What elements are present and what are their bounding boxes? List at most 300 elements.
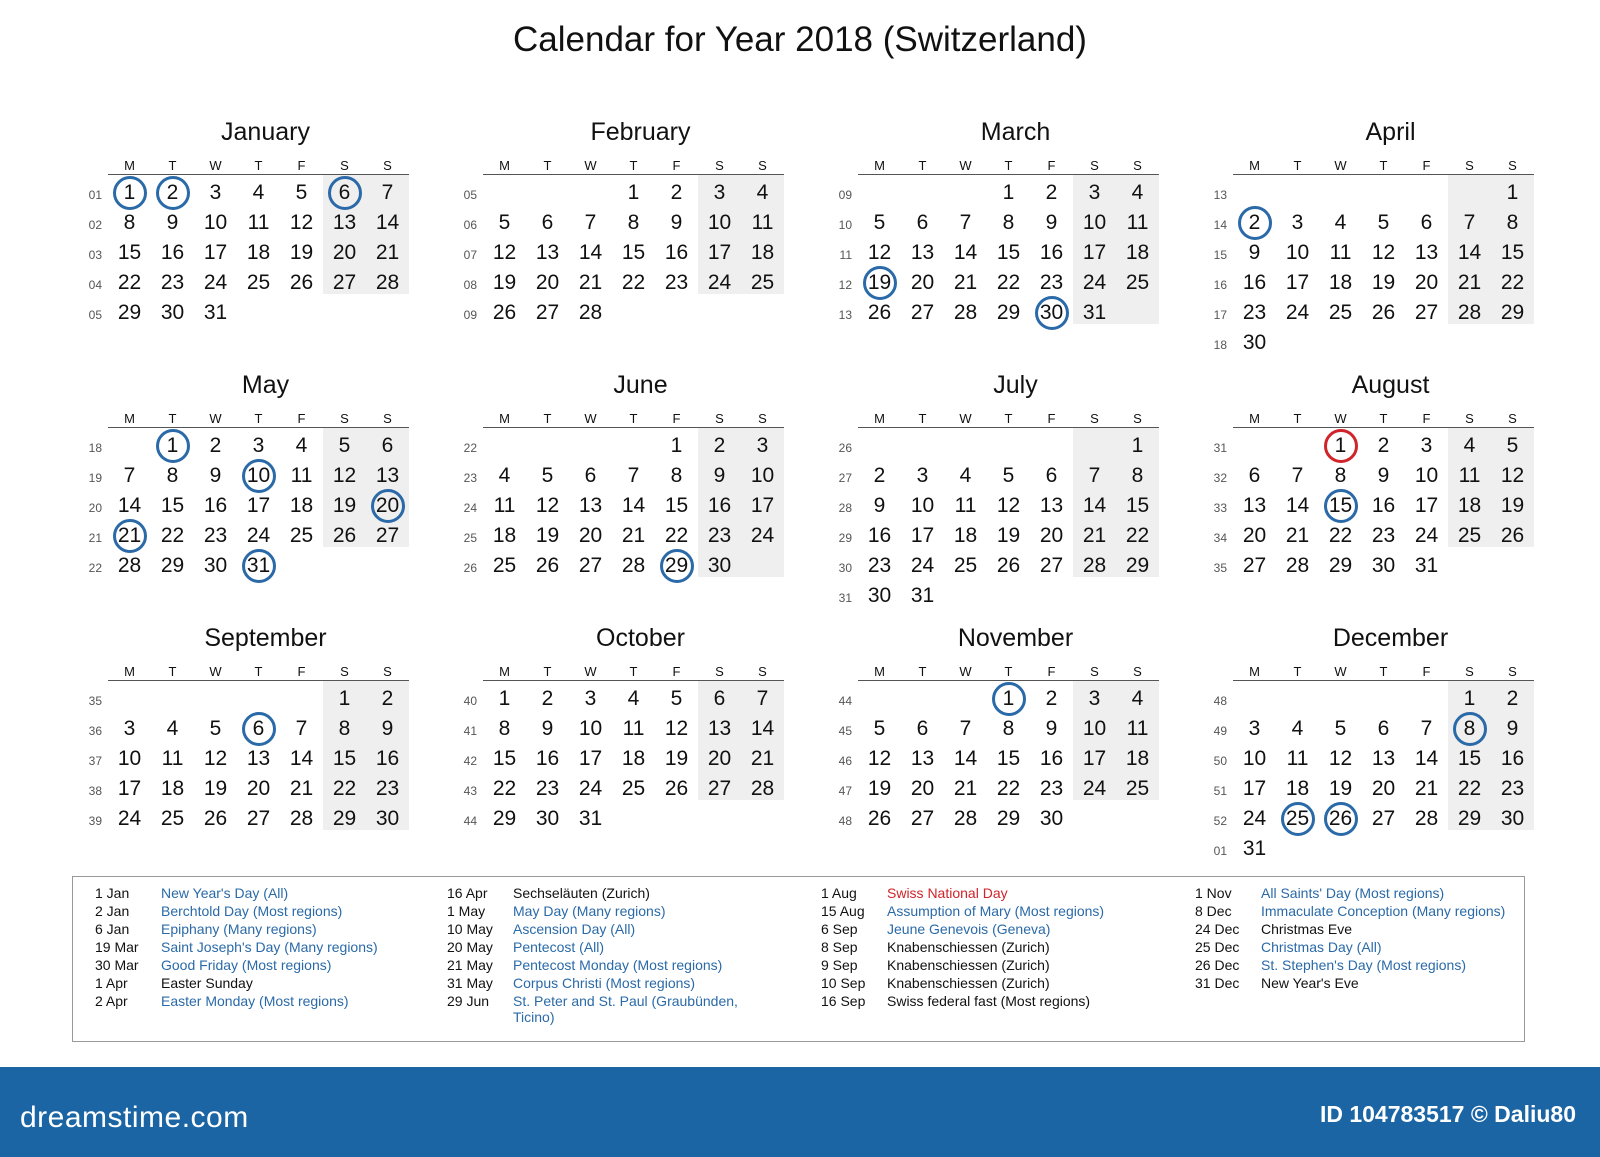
day-cell: 6 (916, 717, 929, 740)
day-cell: 24 (1242, 807, 1267, 830)
day-cell: 13 (1242, 494, 1267, 517)
day-cell: 20 (910, 271, 935, 294)
day-cell: 9 (670, 211, 683, 234)
day-cell: 24 (1285, 301, 1310, 324)
day-cell: 13 (1371, 747, 1396, 770)
day-cell: 26 (664, 777, 689, 800)
weekday-label: W (209, 158, 222, 173)
day-cell: 20 (535, 271, 560, 294)
weekday-label: T (254, 411, 263, 426)
holiday-name: Pentecost Monday (Most regions) (513, 957, 723, 973)
holiday-date: 2 Apr (95, 993, 128, 1009)
week-number: 39 (88, 814, 102, 828)
day-cell: 18 (1125, 241, 1150, 264)
day-cell: 22 (1328, 524, 1353, 547)
day-cell: 2 (1045, 687, 1058, 710)
day-cell: 16 (160, 241, 185, 264)
day-cell: 13 (578, 494, 603, 517)
day-cell: 11 (1329, 241, 1352, 264)
day-cell: 25 (1328, 301, 1353, 324)
day-cell: 23 (1039, 777, 1064, 800)
day-cell: 20 (1039, 524, 1064, 547)
week-number: 05 (88, 308, 102, 322)
day-cell: 15 (332, 747, 357, 770)
day-cell: 19 (1328, 777, 1353, 800)
day-cell: 21 (953, 777, 978, 800)
day-cell: 1 (1506, 181, 1519, 204)
holiday-name: Swiss federal fast (Most regions) (887, 993, 1091, 1009)
day-cell: 11 (247, 211, 270, 234)
week-number: 24 (463, 501, 477, 515)
day-cell: 19 (332, 494, 357, 517)
weekday-label: M (499, 158, 510, 173)
day-cell: 17 (1082, 747, 1107, 770)
week-number: 14 (1213, 218, 1227, 232)
weekday-label: S (383, 411, 392, 426)
month-name: April (1365, 118, 1416, 146)
week-number: 04 (88, 278, 102, 292)
week-number: 26 (838, 441, 852, 455)
day-cell: 3 (1420, 434, 1433, 457)
day-cell: 30 (1039, 301, 1064, 324)
week-number: 32 (1213, 471, 1227, 485)
day-cell: 14 (117, 494, 142, 517)
day-cell: 28 (1414, 807, 1439, 830)
day-cell: 5 (1377, 211, 1390, 234)
week-number: 31 (838, 591, 852, 605)
day-cell: 3 (252, 434, 265, 457)
day-cell: 7 (123, 464, 136, 487)
day-cell: 4 (295, 434, 308, 457)
day-cell: 22 (117, 271, 142, 294)
weekday-header (483, 411, 784, 428)
day-cell: 4 (166, 717, 179, 740)
day-cell: 6 (541, 211, 554, 234)
holiday-date: 6 Sep (821, 921, 858, 937)
day-cell: 6 (381, 434, 394, 457)
day-cell: 16 (1039, 747, 1064, 770)
weekday-label: S (383, 664, 392, 679)
day-cell: 27 (1039, 554, 1064, 577)
week-number: 09 (463, 308, 477, 322)
weekday-label: T (254, 664, 263, 679)
day-cell: 7 (1088, 464, 1101, 487)
weekday-label: T (629, 158, 638, 173)
week-number: 35 (1213, 561, 1227, 575)
day-cell: 9 (209, 464, 222, 487)
week-number: 31 (1213, 441, 1227, 455)
day-cell: 17 (203, 241, 228, 264)
holiday-date: 9 Sep (821, 957, 858, 973)
day-cell: 16 (664, 241, 689, 264)
month-june (453, 371, 798, 585)
day-cell: 28 (117, 554, 142, 577)
day-cell: 10 (750, 464, 775, 487)
month-name: September (204, 624, 327, 652)
weekday-label: S (340, 158, 349, 173)
day-cell: 24 (707, 271, 732, 294)
day-cell: 15 (996, 747, 1021, 770)
day-cell: 21 (578, 271, 603, 294)
day-cell: 12 (1328, 747, 1353, 770)
day-cell: 15 (1125, 494, 1150, 517)
day-cell: 20 (1371, 777, 1396, 800)
day-cell: 9 (1045, 211, 1058, 234)
day-cell: 12 (1500, 464, 1525, 487)
weekday-label: M (124, 664, 135, 679)
day-cell: 27 (1414, 301, 1439, 324)
week-number: 52 (1213, 814, 1227, 828)
holiday-date: 10 Sep (821, 975, 866, 991)
month-name: May (241, 371, 290, 399)
weekday-label: M (1249, 158, 1260, 173)
day-cell: 29 (160, 554, 185, 577)
day-cell: 23 (1500, 777, 1525, 800)
weekday-label: S (1133, 411, 1142, 426)
day-cell: 1 (1334, 434, 1347, 457)
day-cell: 7 (1463, 211, 1476, 234)
day-cell: 10 (707, 211, 732, 234)
weekday-label: T (918, 411, 927, 426)
day-cell: 20 (332, 241, 357, 264)
holiday-date: 16 Apr (447, 885, 488, 901)
holiday-name: Knabenschiessen (Zurich) (887, 957, 1050, 973)
day-cell: 25 (160, 807, 185, 830)
day-cell: 1 (1002, 181, 1015, 204)
day-cell: 5 (670, 687, 683, 710)
weekday-label: S (715, 664, 724, 679)
weekday-header (108, 158, 409, 175)
weekday-label: F (672, 411, 681, 426)
day-cell: 11 (954, 494, 977, 517)
day-cell: 11 (622, 717, 645, 740)
month-name: December (1332, 624, 1449, 652)
week-number: 45 (838, 724, 852, 738)
weekday-label: W (1334, 664, 1347, 679)
holiday-date: 20 May (447, 939, 493, 955)
weekday-label: S (1090, 158, 1099, 173)
day-cell: 21 (953, 271, 978, 294)
weekday-label: M (874, 158, 885, 173)
day-cell: 22 (1500, 271, 1525, 294)
day-cell: 28 (1082, 554, 1107, 577)
day-cell: 21 (1457, 271, 1482, 294)
weekday-label: M (874, 411, 885, 426)
day-cell: 30 (160, 301, 185, 324)
week-number: 26 (463, 561, 477, 575)
day-cell: 16 (375, 747, 400, 770)
day-cell: 15 (664, 494, 689, 517)
day-cell: 4 (756, 181, 769, 204)
weekday-label: S (715, 158, 724, 173)
day-cell: 26 (867, 807, 892, 830)
weekday-label: W (209, 411, 222, 426)
day-cell: 31 (1082, 301, 1107, 324)
day-cell: 28 (375, 271, 400, 294)
day-cell: 11 (161, 747, 184, 770)
brand-logo[interactable]: dreamstime.com (20, 1101, 249, 1134)
holiday-name: Good Friday (Most regions) (161, 957, 332, 973)
month-august (1203, 371, 1548, 585)
day-cell: 26 (867, 301, 892, 324)
day-cell: 9 (166, 211, 179, 234)
day-cell: 18 (160, 777, 185, 800)
day-cell: 20 (1242, 524, 1267, 547)
weekday-label: W (584, 411, 597, 426)
day-cell: 26 (203, 807, 228, 830)
holiday-date: 1 May (447, 903, 486, 919)
week-number: 33 (1213, 501, 1227, 515)
week-number: 22 (463, 441, 477, 455)
week-number: 05 (463, 188, 477, 202)
day-cell: 18 (492, 524, 517, 547)
weekday-label: M (1249, 664, 1260, 679)
weekday-label: S (340, 664, 349, 679)
day-cell: 23 (1242, 301, 1267, 324)
day-cell: 26 (289, 271, 314, 294)
day-cell: 17 (910, 524, 935, 547)
weekday-label: T (918, 158, 927, 173)
day-cell: 29 (332, 807, 357, 830)
week-number: 20 (88, 501, 102, 515)
day-cell: 7 (295, 717, 308, 740)
weekday-label: F (1047, 411, 1056, 426)
week-number: 22 (88, 561, 102, 575)
day-cell: 25 (246, 271, 271, 294)
day-cell: 7 (381, 181, 394, 204)
week-number: 48 (838, 814, 852, 828)
day-cell: 23 (664, 271, 689, 294)
day-cell: 23 (1039, 271, 1064, 294)
day-cell: 13 (1039, 494, 1064, 517)
day-cell: 16 (867, 524, 892, 547)
day-cell: 19 (535, 524, 560, 547)
day-cell: 25 (1125, 271, 1150, 294)
weekday-label: S (1090, 664, 1099, 679)
day-cell: 22 (1125, 524, 1150, 547)
day-cell: 8 (1334, 464, 1347, 487)
day-cell: 5 (873, 717, 886, 740)
day-cell: 9 (713, 464, 726, 487)
day-cell: 10 (578, 717, 603, 740)
holiday-name: All Saints' Day (Most regions) (1261, 885, 1445, 901)
day-cell: 23 (707, 524, 732, 547)
weekday-label: W (959, 411, 972, 426)
day-cell: 6 (338, 181, 351, 204)
day-cell: 29 (117, 301, 142, 324)
day-cell: 14 (375, 211, 400, 234)
weekday-label: F (297, 158, 306, 173)
day-cell: 15 (160, 494, 185, 517)
day-cell: 26 (996, 554, 1021, 577)
day-cell: 12 (664, 717, 689, 740)
holiday-date: 31 Dec (1195, 975, 1240, 991)
day-cell: 25 (492, 554, 517, 577)
month-may (78, 371, 423, 585)
day-cell: 4 (627, 687, 640, 710)
day-cell: 13 (375, 464, 400, 487)
weekday-label: S (758, 411, 767, 426)
day-cell: 24 (910, 554, 935, 577)
day-cell: 23 (867, 554, 892, 577)
day-cell: 23 (203, 524, 228, 547)
holiday-name: Knabenschiessen (Zurich) (887, 975, 1050, 991)
day-cell: 2 (1248, 211, 1261, 234)
week-number: 43 (463, 784, 477, 798)
day-cell: 27 (910, 301, 935, 324)
day-cell: 1 (627, 181, 640, 204)
day-cell: 15 (492, 747, 517, 770)
day-cell: 14 (750, 717, 775, 740)
weekday-label: S (1465, 664, 1474, 679)
weekday-label: S (1508, 158, 1517, 173)
month-july (828, 371, 1173, 615)
weekday-label: T (1004, 664, 1013, 679)
day-cell: 19 (664, 747, 689, 770)
weekday-label: T (1293, 664, 1302, 679)
day-cell: 1 (1131, 434, 1144, 457)
week-number: 23 (463, 471, 477, 485)
holiday-name: Swiss National Day (887, 885, 1008, 901)
day-cell: 17 (1414, 494, 1439, 517)
footer-bar (0, 1067, 1600, 1157)
weekday-header (1233, 411, 1534, 428)
day-cell: 22 (996, 777, 1021, 800)
day-cell: 28 (953, 807, 978, 830)
month-february (453, 118, 798, 332)
day-cell: 18 (1285, 777, 1310, 800)
day-cell: 13 (535, 241, 560, 264)
holiday-name: Christmas Eve (1261, 921, 1353, 937)
day-cell: 8 (166, 464, 179, 487)
weekday-label: F (1047, 158, 1056, 173)
day-cell: 17 (750, 494, 775, 517)
day-cell: 15 (621, 241, 646, 264)
week-number: 11 (839, 248, 852, 262)
weekday-header (483, 664, 784, 681)
week-number: 08 (463, 278, 477, 292)
day-cell: 16 (535, 747, 560, 770)
day-cell: 21 (1285, 524, 1310, 547)
day-cell: 31 (1242, 837, 1267, 860)
day-cell: 8 (123, 211, 136, 234)
day-cell: 13 (910, 747, 935, 770)
day-cell: 25 (1285, 807, 1310, 830)
day-cell: 1 (1002, 687, 1015, 710)
day-cell: 1 (1463, 687, 1476, 710)
weekday-label: T (168, 664, 177, 679)
day-cell: 14 (289, 747, 314, 770)
week-number: 07 (463, 248, 477, 262)
month-name: June (613, 371, 668, 399)
weekday-header (858, 411, 1159, 428)
day-cell: 10 (203, 211, 228, 234)
week-number: 48 (1213, 694, 1227, 708)
day-cell: 2 (873, 464, 886, 487)
weekday-label: S (1508, 664, 1517, 679)
week-number: 09 (838, 188, 852, 202)
day-cell: 11 (493, 494, 516, 517)
day-cell: 8 (1131, 464, 1144, 487)
holiday-name: Saint Joseph's Day (Many regions) (161, 939, 378, 955)
day-cell: 7 (627, 464, 640, 487)
day-cell: 24 (1082, 271, 1107, 294)
week-number: 34 (1213, 531, 1227, 545)
day-cell: 3 (1088, 687, 1101, 710)
day-cell: 4 (252, 181, 265, 204)
day-cell: 4 (1131, 181, 1144, 204)
day-cell: 28 (1285, 554, 1310, 577)
weekday-label: F (1047, 664, 1056, 679)
day-cell: 10 (246, 464, 271, 487)
day-cell: 3 (1248, 717, 1261, 740)
day-cell: 6 (1377, 717, 1390, 740)
weekday-header (1233, 664, 1534, 681)
day-cell: 25 (289, 524, 314, 547)
day-cell: 12 (1371, 241, 1396, 264)
weekday-label: M (499, 664, 510, 679)
month-name: February (590, 118, 691, 146)
day-cell: 7 (959, 211, 972, 234)
weekday-label: W (584, 158, 597, 173)
day-cell: 4 (498, 464, 511, 487)
day-cell: 10 (1242, 747, 1267, 770)
day-cell: 28 (289, 807, 314, 830)
holiday-name: St. Stephen's Day (Most regions) (1261, 957, 1466, 973)
day-cell: 8 (670, 464, 683, 487)
weekday-header (858, 664, 1159, 681)
week-number: 13 (838, 308, 852, 322)
day-cell: 5 (1002, 464, 1015, 487)
day-cell: 30 (535, 807, 560, 830)
week-number: 41 (463, 724, 477, 738)
day-cell: 24 (1414, 524, 1439, 547)
day-cell: 27 (1242, 554, 1267, 577)
weekday-label: M (1249, 411, 1260, 426)
holiday-name: Epiphany (Many regions) (161, 921, 317, 937)
month-name: July (993, 371, 1038, 399)
day-cell: 8 (1506, 211, 1519, 234)
day-cell: 5 (209, 717, 222, 740)
day-cell: 2 (1377, 434, 1390, 457)
day-cell: 7 (756, 687, 769, 710)
day-cell: 25 (621, 777, 646, 800)
week-number: 51 (1213, 784, 1227, 798)
day-cell: 16 (1242, 271, 1267, 294)
day-cell: 7 (1420, 717, 1433, 740)
day-cell: 10 (1082, 717, 1107, 740)
weekday-label: S (1090, 411, 1099, 426)
day-cell: 21 (1414, 777, 1439, 800)
day-cell: 11 (1126, 211, 1149, 234)
day-cell: 29 (1457, 807, 1482, 830)
day-cell: 3 (916, 464, 929, 487)
day-cell: 29 (664, 554, 689, 577)
day-cell: 26 (1500, 524, 1525, 547)
day-cell: 31 (1414, 554, 1439, 577)
day-cell: 22 (664, 524, 689, 547)
week-number: 42 (463, 754, 477, 768)
holiday-name: Knabenschiessen (Zurich) (887, 939, 1050, 955)
month-january (78, 118, 423, 332)
holiday-date: 10 May (447, 921, 493, 937)
day-cell: 18 (1457, 494, 1482, 517)
day-cell: 2 (1045, 181, 1058, 204)
day-cell: 14 (1414, 747, 1439, 770)
week-number: 21 (88, 531, 102, 545)
day-cell: 14 (1457, 241, 1482, 264)
day-cell: 28 (621, 554, 646, 577)
